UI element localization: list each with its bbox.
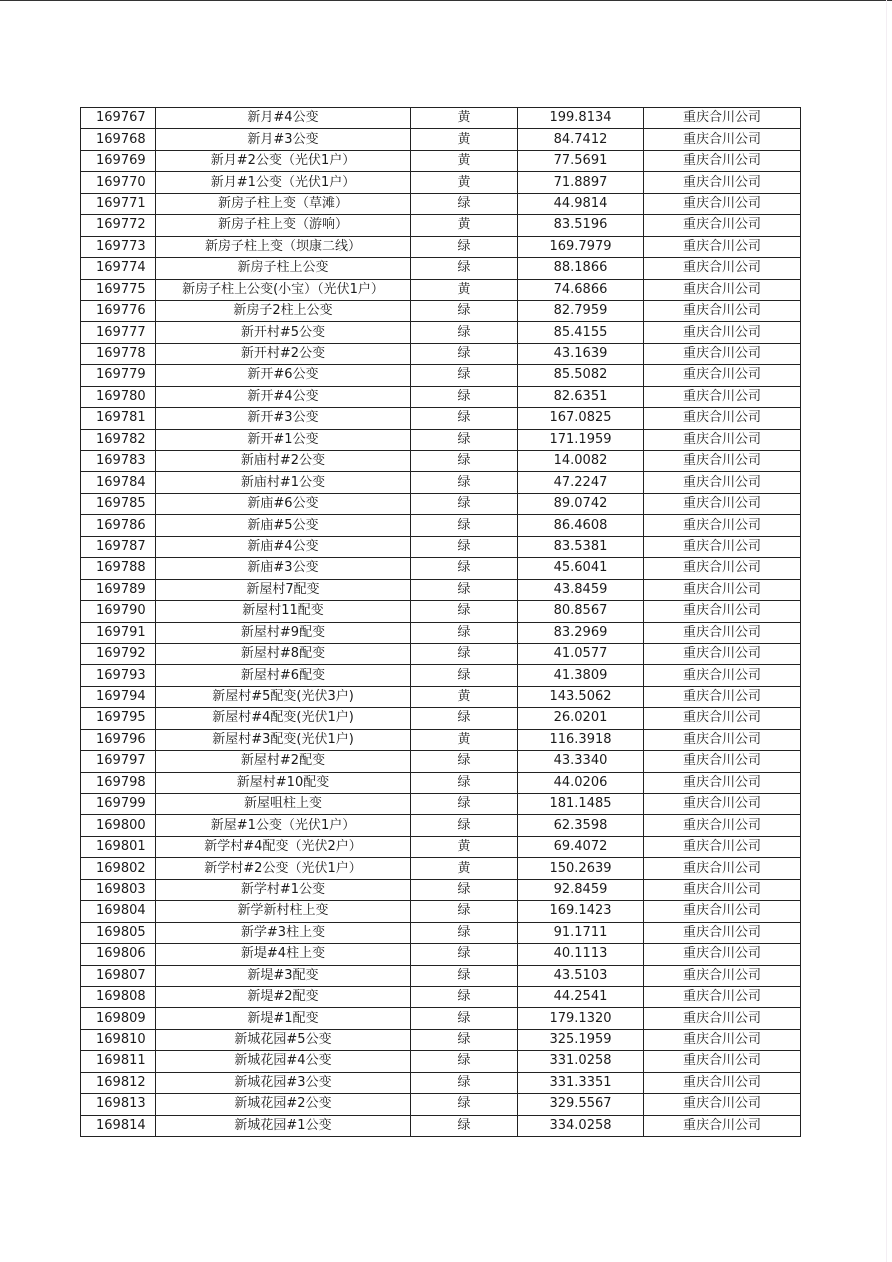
table-row: [81, 836, 801, 857]
cell-status: 绿: [411, 901, 518, 922]
cell-value: 71.8897: [518, 172, 644, 193]
table-row: [81, 643, 801, 664]
cell-name: 新屋村#6配变: [156, 665, 411, 686]
cell-name: 新学#3柱上变: [156, 922, 411, 943]
table-row: [81, 408, 801, 429]
cell-status: 绿: [411, 429, 518, 450]
cell-name: 新学村#4配变（光伏2户）: [156, 836, 411, 857]
cell-company: 重庆合川公司: [644, 794, 801, 815]
cell-status: 黄: [411, 215, 518, 236]
cell-value: 43.3340: [518, 751, 644, 772]
cell-value: 41.3809: [518, 665, 644, 686]
cell-value: 199.8134: [518, 108, 644, 129]
table-row: [81, 343, 801, 364]
cell-status: 绿: [411, 922, 518, 943]
cell-name: 新开村#5公变: [156, 322, 411, 343]
cell-status: 绿: [411, 365, 518, 386]
cell-company: 重庆合川公司: [644, 1094, 801, 1115]
cell-name: 新屋村#10配变: [156, 772, 411, 793]
table-row: [81, 708, 801, 729]
cell-name: 新城花园#1公变: [156, 1115, 411, 1136]
cell-id: 169783: [81, 451, 156, 472]
cell-id: 169813: [81, 1094, 156, 1115]
table-row: [81, 601, 801, 622]
cell-name: 新月#2公变（光伏1户）: [156, 150, 411, 171]
cell-id: 169785: [81, 493, 156, 514]
cell-name: 新开村#2公变: [156, 343, 411, 364]
cell-name: 新屋村#3配变(光伏1户): [156, 729, 411, 750]
cell-id: 169771: [81, 193, 156, 214]
cell-company: 重庆合川公司: [644, 686, 801, 707]
cell-name: 新庙村#2公变: [156, 451, 411, 472]
cell-value: 181.1485: [518, 794, 644, 815]
table-row: [81, 558, 801, 579]
cell-company: 重庆合川公司: [644, 300, 801, 321]
cell-value: 88.1866: [518, 258, 644, 279]
cell-id: 169796: [81, 729, 156, 750]
cell-value: 89.0742: [518, 493, 644, 514]
cell-name: 新房子柱上变（游响）: [156, 215, 411, 236]
cell-company: 重庆合川公司: [644, 815, 801, 836]
cell-status: 黄: [411, 729, 518, 750]
cell-id: 169780: [81, 386, 156, 407]
table-row: [81, 879, 801, 900]
cell-name: 新学新村柱上变: [156, 901, 411, 922]
table-row: [81, 922, 801, 943]
table-row: [81, 236, 801, 257]
cell-id: 169800: [81, 815, 156, 836]
cell-company: 重庆合川公司: [644, 1115, 801, 1136]
cell-name: 新城花园#3公变: [156, 1072, 411, 1093]
cell-name: 新庙#4公变: [156, 536, 411, 557]
transformer-table: [80, 107, 801, 1137]
cell-name: 新屋村7配变: [156, 579, 411, 600]
table-body: [81, 108, 801, 1137]
cell-company: 重庆合川公司: [644, 708, 801, 729]
cell-name: 新城花园#2公变: [156, 1094, 411, 1115]
cell-name: 新堤#2配变: [156, 986, 411, 1007]
table-row: [81, 965, 801, 986]
cell-id: 169775: [81, 279, 156, 300]
table-row: [81, 772, 801, 793]
cell-value: 331.0258: [518, 1051, 644, 1072]
table-row: [81, 322, 801, 343]
cell-company: 重庆合川公司: [644, 836, 801, 857]
cell-name: 新月#4公变: [156, 108, 411, 129]
cell-value: 45.6041: [518, 558, 644, 579]
cell-id: 169809: [81, 1008, 156, 1029]
cell-company: 重庆合川公司: [644, 558, 801, 579]
table-row: [81, 429, 801, 450]
cell-value: 85.5082: [518, 365, 644, 386]
cell-id: 169792: [81, 643, 156, 664]
cell-value: 167.0825: [518, 408, 644, 429]
cell-id: 169773: [81, 236, 156, 257]
cell-status: 绿: [411, 708, 518, 729]
cell-name: 新开#6公变: [156, 365, 411, 386]
table-row: [81, 193, 801, 214]
cell-id: 169776: [81, 300, 156, 321]
cell-name: 新房子2柱上公变: [156, 300, 411, 321]
cell-company: 重庆合川公司: [644, 772, 801, 793]
table-row: [81, 622, 801, 643]
cell-status: 绿: [411, 1115, 518, 1136]
cell-id: 169804: [81, 901, 156, 922]
cell-company: 重庆合川公司: [644, 1051, 801, 1072]
cell-company: 重庆合川公司: [644, 1008, 801, 1029]
cell-value: 83.5196: [518, 215, 644, 236]
cell-company: 重庆合川公司: [644, 515, 801, 536]
cell-status: 绿: [411, 1094, 518, 1115]
cell-id: 169794: [81, 686, 156, 707]
cell-status: 绿: [411, 386, 518, 407]
cell-name: 新学村#2公变（光伏1户）: [156, 858, 411, 879]
table-row: [81, 986, 801, 1007]
cell-company: 重庆合川公司: [644, 901, 801, 922]
cell-company: 重庆合川公司: [644, 729, 801, 750]
cell-status: 绿: [411, 493, 518, 514]
table-row: [81, 665, 801, 686]
cell-value: 325.1959: [518, 1029, 644, 1050]
cell-id: 169791: [81, 622, 156, 643]
cell-status: 绿: [411, 751, 518, 772]
cell-value: 329.5567: [518, 1094, 644, 1115]
cell-id: 169802: [81, 858, 156, 879]
cell-status: 绿: [411, 879, 518, 900]
cell-name: 新堤#1配变: [156, 1008, 411, 1029]
cell-value: 86.4608: [518, 515, 644, 536]
cell-status: 绿: [411, 322, 518, 343]
cell-value: 80.8567: [518, 601, 644, 622]
cell-id: 169807: [81, 965, 156, 986]
cell-value: 334.0258: [518, 1115, 644, 1136]
cell-company: 重庆合川公司: [644, 215, 801, 236]
cell-name: 新房子柱上变（坝康二线）: [156, 236, 411, 257]
cell-status: 绿: [411, 408, 518, 429]
cell-status: 绿: [411, 986, 518, 1007]
cell-id: 169786: [81, 515, 156, 536]
cell-status: 绿: [411, 965, 518, 986]
cell-value: 43.5103: [518, 965, 644, 986]
cell-status: 黄: [411, 150, 518, 171]
cell-status: 绿: [411, 343, 518, 364]
cell-value: 331.3351: [518, 1072, 644, 1093]
cell-value: 116.3918: [518, 729, 644, 750]
cell-company: 重庆合川公司: [644, 879, 801, 900]
cell-value: 82.6351: [518, 386, 644, 407]
cell-status: 绿: [411, 815, 518, 836]
cell-status: 绿: [411, 451, 518, 472]
table-row: [81, 172, 801, 193]
cell-name: 新庙#3公变: [156, 558, 411, 579]
cell-status: 黄: [411, 108, 518, 129]
cell-id: 169787: [81, 536, 156, 557]
table-row: [81, 493, 801, 514]
cell-name: 新开#3公变: [156, 408, 411, 429]
cell-company: 重庆合川公司: [644, 986, 801, 1007]
cell-id: 169778: [81, 343, 156, 364]
cell-status: 绿: [411, 1051, 518, 1072]
cell-name: 新堤#3配变: [156, 965, 411, 986]
cell-id: 169769: [81, 150, 156, 171]
cell-status: 绿: [411, 536, 518, 557]
cell-company: 重庆合川公司: [644, 451, 801, 472]
cell-status: 黄: [411, 129, 518, 150]
cell-company: 重庆合川公司: [644, 472, 801, 493]
cell-name: 新屋村#4配变(光伏1户): [156, 708, 411, 729]
cell-value: 84.7412: [518, 129, 644, 150]
cell-name: 新房子柱上公变: [156, 258, 411, 279]
cell-id: 169772: [81, 215, 156, 236]
cell-company: 重庆合川公司: [644, 579, 801, 600]
cell-company: 重庆合川公司: [644, 322, 801, 343]
table-row: [81, 729, 801, 750]
cell-status: 绿: [411, 579, 518, 600]
cell-company: 重庆合川公司: [644, 172, 801, 193]
page-top-rule: [0, 0, 892, 1]
cell-id: 169805: [81, 922, 156, 943]
cell-company: 重庆合川公司: [644, 129, 801, 150]
cell-status: 绿: [411, 558, 518, 579]
cell-name: 新屋咀柱上变: [156, 794, 411, 815]
cell-company: 重庆合川公司: [644, 751, 801, 772]
cell-company: 重庆合川公司: [644, 965, 801, 986]
cell-status: 绿: [411, 1029, 518, 1050]
cell-name: 新庙#5公变: [156, 515, 411, 536]
cell-company: 重庆合川公司: [644, 601, 801, 622]
cell-value: 44.9814: [518, 193, 644, 214]
cell-value: 43.8459: [518, 579, 644, 600]
cell-status: 绿: [411, 794, 518, 815]
cell-status: 绿: [411, 472, 518, 493]
cell-value: 77.5691: [518, 150, 644, 171]
cell-company: 重庆合川公司: [644, 365, 801, 386]
cell-id: 169798: [81, 772, 156, 793]
cell-company: 重庆合川公司: [644, 643, 801, 664]
cell-company: 重庆合川公司: [644, 1072, 801, 1093]
table-row: [81, 129, 801, 150]
table-row: [81, 579, 801, 600]
cell-value: 83.2969: [518, 622, 644, 643]
cell-id: 169812: [81, 1072, 156, 1093]
table-row: [81, 472, 801, 493]
cell-value: 44.0206: [518, 772, 644, 793]
cell-value: 169.7979: [518, 236, 644, 257]
cell-id: 169789: [81, 579, 156, 600]
cell-value: 47.2247: [518, 472, 644, 493]
cell-status: 绿: [411, 622, 518, 643]
cell-company: 重庆合川公司: [644, 236, 801, 257]
cell-status: 绿: [411, 944, 518, 965]
cell-name: 新开#1公变: [156, 429, 411, 450]
cell-status: 绿: [411, 601, 518, 622]
cell-company: 重庆合川公司: [644, 150, 801, 171]
cell-company: 重庆合川公司: [644, 1029, 801, 1050]
table-row: [81, 386, 801, 407]
cell-company: 重庆合川公司: [644, 193, 801, 214]
table-row: [81, 365, 801, 386]
cell-status: 绿: [411, 1072, 518, 1093]
cell-name: 新屋村#5配变(光伏3户): [156, 686, 411, 707]
cell-id: 169810: [81, 1029, 156, 1050]
cell-name: 新屋村11配变: [156, 601, 411, 622]
cell-id: 169782: [81, 429, 156, 450]
cell-id: 169811: [81, 1051, 156, 1072]
cell-company: 重庆合川公司: [644, 279, 801, 300]
cell-name: 新庙村#1公变: [156, 472, 411, 493]
cell-status: 黄: [411, 686, 518, 707]
cell-id: 169784: [81, 472, 156, 493]
cell-name: 新城花园#4公变: [156, 1051, 411, 1072]
cell-id: 169768: [81, 129, 156, 150]
cell-value: 143.5062: [518, 686, 644, 707]
table-row: [81, 1115, 801, 1136]
cell-id: 169793: [81, 665, 156, 686]
cell-status: 绿: [411, 300, 518, 321]
cell-value: 43.1639: [518, 343, 644, 364]
cell-status: 黄: [411, 172, 518, 193]
table-row: [81, 279, 801, 300]
table-row: [81, 1094, 801, 1115]
cell-name: 新月#1公变（光伏1户）: [156, 172, 411, 193]
cell-value: 82.7959: [518, 300, 644, 321]
cell-id: 169781: [81, 408, 156, 429]
cell-name: 新月#3公变: [156, 129, 411, 150]
cell-company: 重庆合川公司: [644, 258, 801, 279]
cell-id: 169777: [81, 322, 156, 343]
table-row: [81, 150, 801, 171]
cell-company: 重庆合川公司: [644, 408, 801, 429]
table-row: [81, 794, 801, 815]
table-row: [81, 108, 801, 129]
table-row: [81, 751, 801, 772]
cell-status: 绿: [411, 236, 518, 257]
table-row: [81, 258, 801, 279]
cell-value: 41.0577: [518, 643, 644, 664]
cell-company: 重庆合川公司: [644, 665, 801, 686]
table-row: [81, 515, 801, 536]
cell-name: 新房子柱上公变(小宝）（光伏1户）: [156, 279, 411, 300]
table-row: [81, 858, 801, 879]
table-row: [81, 1029, 801, 1050]
cell-id: 169799: [81, 794, 156, 815]
cell-value: 62.3598: [518, 815, 644, 836]
cell-company: 重庆合川公司: [644, 493, 801, 514]
table-row: [81, 901, 801, 922]
cell-name: 新堤#4柱上变: [156, 944, 411, 965]
cell-value: 92.8459: [518, 879, 644, 900]
table-row: [81, 536, 801, 557]
cell-company: 重庆合川公司: [644, 622, 801, 643]
cell-status: 绿: [411, 643, 518, 664]
cell-value: 179.1320: [518, 1008, 644, 1029]
cell-status: 绿: [411, 193, 518, 214]
table-row: [81, 1008, 801, 1029]
cell-value: 171.1959: [518, 429, 644, 450]
cell-id: 169803: [81, 879, 156, 900]
page-right-edge: [886, 0, 887, 1262]
table-row: [81, 944, 801, 965]
cell-company: 重庆合川公司: [644, 536, 801, 557]
cell-value: 40.1113: [518, 944, 644, 965]
cell-value: 150.2639: [518, 858, 644, 879]
cell-company: 重庆合川公司: [644, 429, 801, 450]
cell-id: 169814: [81, 1115, 156, 1136]
cell-id: 169788: [81, 558, 156, 579]
cell-value: 69.4072: [518, 836, 644, 857]
cell-company: 重庆合川公司: [644, 343, 801, 364]
cell-value: 83.5381: [518, 536, 644, 557]
cell-company: 重庆合川公司: [644, 922, 801, 943]
cell-name: 新房子柱上变（草滩）: [156, 193, 411, 214]
cell-company: 重庆合川公司: [644, 108, 801, 129]
cell-status: 绿: [411, 515, 518, 536]
table-row: [81, 451, 801, 472]
table-row: [81, 215, 801, 236]
cell-name: 新庙#6公变: [156, 493, 411, 514]
table-row: [81, 1051, 801, 1072]
cell-value: 26.0201: [518, 708, 644, 729]
cell-value: 44.2541: [518, 986, 644, 1007]
table-row: [81, 300, 801, 321]
cell-name: 新城花园#5公变: [156, 1029, 411, 1050]
cell-id: 169774: [81, 258, 156, 279]
cell-name: 新屋村#2配变: [156, 751, 411, 772]
cell-name: 新学村#1公变: [156, 879, 411, 900]
cell-id: 169808: [81, 986, 156, 1007]
table-row: [81, 686, 801, 707]
cell-id: 169795: [81, 708, 156, 729]
cell-id: 169779: [81, 365, 156, 386]
cell-value: 85.4155: [518, 322, 644, 343]
cell-status: 绿: [411, 772, 518, 793]
cell-company: 重庆合川公司: [644, 858, 801, 879]
cell-name: 新屋村#8配变: [156, 643, 411, 664]
cell-status: 黄: [411, 836, 518, 857]
cell-id: 169801: [81, 836, 156, 857]
cell-value: 169.1423: [518, 901, 644, 922]
cell-company: 重庆合川公司: [644, 944, 801, 965]
cell-value: 91.1711: [518, 922, 644, 943]
table-row: [81, 815, 801, 836]
table-row: [81, 1072, 801, 1093]
cell-name: 新屋村#9配变: [156, 622, 411, 643]
cell-id: 169806: [81, 944, 156, 965]
cell-status: 绿: [411, 258, 518, 279]
cell-id: 169767: [81, 108, 156, 129]
cell-status: 绿: [411, 665, 518, 686]
cell-value: 14.0082: [518, 451, 644, 472]
cell-value: 74.6866: [518, 279, 644, 300]
cell-status: 黄: [411, 858, 518, 879]
cell-status: 黄: [411, 279, 518, 300]
cell-id: 169790: [81, 601, 156, 622]
cell-id: 169770: [81, 172, 156, 193]
cell-status: 绿: [411, 1008, 518, 1029]
cell-name: 新开#4公变: [156, 386, 411, 407]
cell-name: 新屋#1公变（光伏1户）: [156, 815, 411, 836]
cell-company: 重庆合川公司: [644, 386, 801, 407]
cell-id: 169797: [81, 751, 156, 772]
